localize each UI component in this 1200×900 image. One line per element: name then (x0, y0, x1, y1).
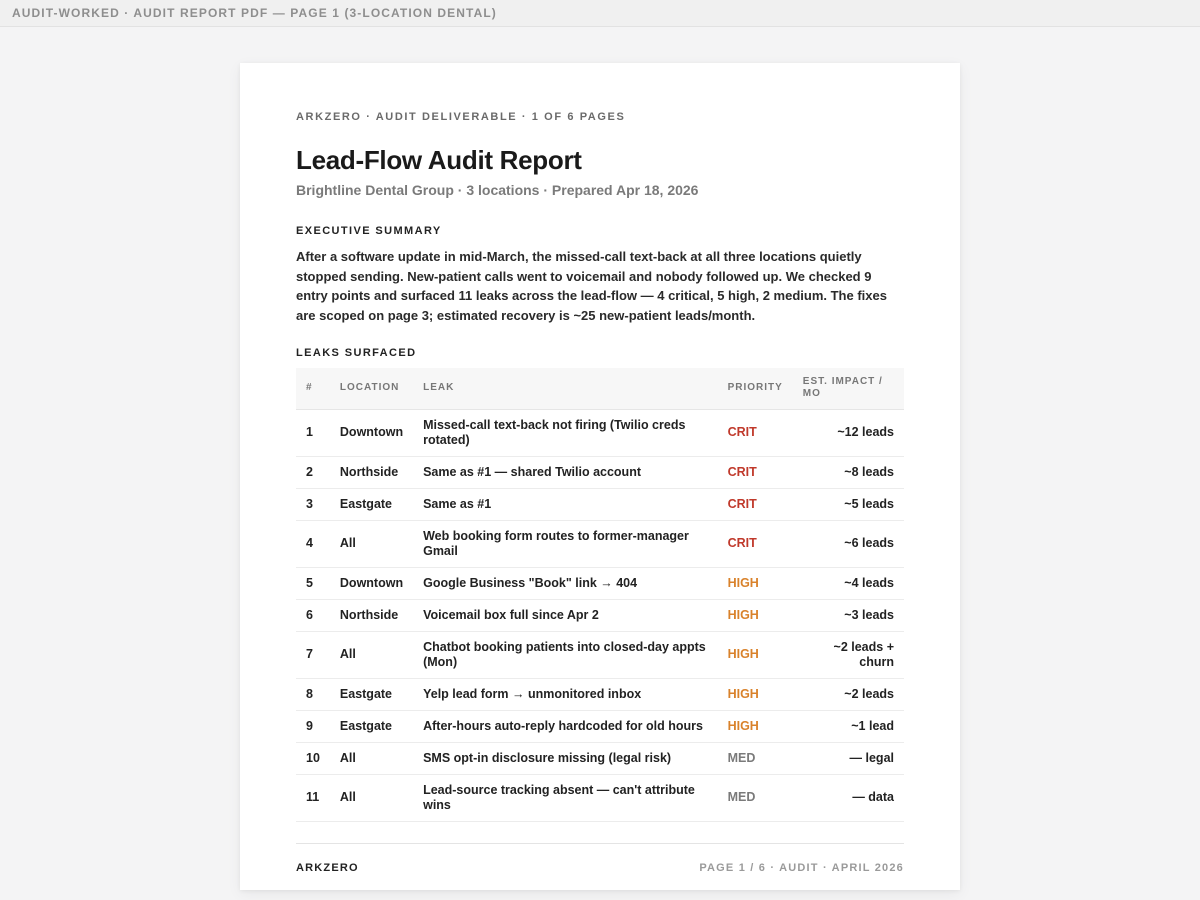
footer-brand: ARKZERO (296, 862, 359, 874)
report-page (240, 63, 960, 890)
header-priority: PRIORITY (718, 368, 793, 409)
row-number: 7 (296, 631, 330, 678)
row-impact: ~2 leads + churn (793, 631, 904, 678)
row-number: 9 (296, 710, 330, 742)
footer-page-info: PAGE 1 / 6 · AUDIT · APRIL 2026 (699, 862, 904, 874)
row-priority: CRIT (718, 488, 793, 520)
row-leak: Lead-source tracking absent — can't attribute wins (413, 774, 717, 821)
row-number: 11 (296, 774, 330, 821)
row-leak: Same as #1 (413, 488, 717, 520)
leaks-surfaced-heading: LEAKS SURFACED (296, 347, 417, 359)
row-impact: ~3 leads (793, 599, 904, 631)
executive-summary-text: After a software update in mid-March, the missed-call text-back at all three locations quietly stopped sending. New-patient calls went to voicemail and nobody followed up. We checked 9 entry points and surfaced 11 leaks across the lead-flow — 4 critical, 5 high, 2 medium. The fixes are scoped on page 3; estimated recovery is ~25 new-patient leads/month. (296, 249, 887, 323)
row-location: Eastgate (330, 488, 413, 520)
row-location: All (330, 774, 413, 821)
row-number: 4 (296, 520, 330, 567)
header-location: LOCATION (330, 368, 413, 409)
row-impact: ~2 leads (793, 678, 904, 710)
row-impact: ~1 lead (793, 710, 904, 742)
row-priority: MED (718, 774, 793, 821)
header-leak: LEAK (413, 368, 717, 409)
row-number: 6 (296, 599, 330, 631)
row-priority: HIGH (718, 710, 793, 742)
row-number: 3 (296, 488, 330, 520)
row-priority: CRIT (718, 409, 793, 456)
row-priority: CRIT (718, 520, 793, 567)
leaks-table (296, 368, 904, 822)
table-row (296, 599, 904, 631)
row-leak: Voicemail box full since Apr 2 (413, 599, 717, 631)
row-priority: HIGH (718, 631, 793, 678)
header-number: # (296, 368, 330, 409)
table-row (296, 710, 904, 742)
window-caption: AUDIT-WORKED · AUDIT REPORT PDF — PAGE 1 (3-LOCATION DENTAL) (0, 0, 1200, 27)
row-priority: MED (718, 742, 793, 774)
row-number: 8 (296, 678, 330, 710)
row-leak: Google Business "Book" link → 404 (413, 567, 717, 599)
row-priority: HIGH (718, 678, 793, 710)
table-row (296, 409, 904, 456)
footer-divider (296, 843, 904, 844)
row-leak: Chatbot booking patients into closed-day appts (Mon) (413, 631, 717, 678)
row-location: All (330, 742, 413, 774)
row-location: Eastgate (330, 710, 413, 742)
row-priority: HIGH (718, 599, 793, 631)
row-location: All (330, 520, 413, 567)
row-number: 1 (296, 409, 330, 456)
row-impact: — data (793, 774, 904, 821)
table-row (296, 678, 904, 710)
row-location: Eastgate (330, 678, 413, 710)
table-row (296, 456, 904, 488)
row-leak: Missed-call text-back not firing (Twilio creds rotated) (413, 409, 717, 456)
leaks-table-body (296, 409, 904, 821)
row-location: Northside (330, 456, 413, 488)
executive-summary-heading: EXECUTIVE SUMMARY (296, 225, 442, 237)
table-row (296, 567, 904, 599)
row-leak: Yelp lead form → unmonitored inbox (413, 678, 717, 710)
row-leak: SMS opt-in disclosure missing (legal risk) (413, 742, 717, 774)
table-row (296, 520, 904, 567)
row-leak: After-hours auto-reply hardcoded for old hours (413, 710, 717, 742)
document-subtitle: Brightline Dental Group · 3 locations · Prepared Apr 18, 2026 (296, 182, 699, 198)
row-leak: Same as #1 — shared Twilio account (413, 456, 717, 488)
row-impact: ~4 leads (793, 567, 904, 599)
row-leak: Web booking form routes to former-manager Gmail (413, 520, 717, 567)
row-location: Downtown (330, 409, 413, 456)
document-title: Lead-Flow Audit Report (296, 145, 582, 175)
table-row (296, 742, 904, 774)
document-eyebrow: ARKZERO · AUDIT DELIVERABLE · 1 OF 6 PAGES (296, 111, 626, 123)
row-priority: CRIT (718, 456, 793, 488)
row-impact: ~6 leads (793, 520, 904, 567)
row-impact: ~5 leads (793, 488, 904, 520)
table-row (296, 488, 904, 520)
row-location: Downtown (330, 567, 413, 599)
table-row (296, 631, 904, 678)
row-location: All (330, 631, 413, 678)
row-impact: — legal (793, 742, 904, 774)
leaks-table-header (296, 368, 904, 409)
row-priority: HIGH (718, 567, 793, 599)
row-impact: ~12 leads (793, 409, 904, 456)
row-number: 5 (296, 567, 330, 599)
row-number: 10 (296, 742, 330, 774)
row-impact: ~8 leads (793, 456, 904, 488)
header-impact: EST. IMPACT / MO (793, 368, 904, 409)
row-location: Northside (330, 599, 413, 631)
row-number: 2 (296, 456, 330, 488)
table-row (296, 774, 904, 821)
